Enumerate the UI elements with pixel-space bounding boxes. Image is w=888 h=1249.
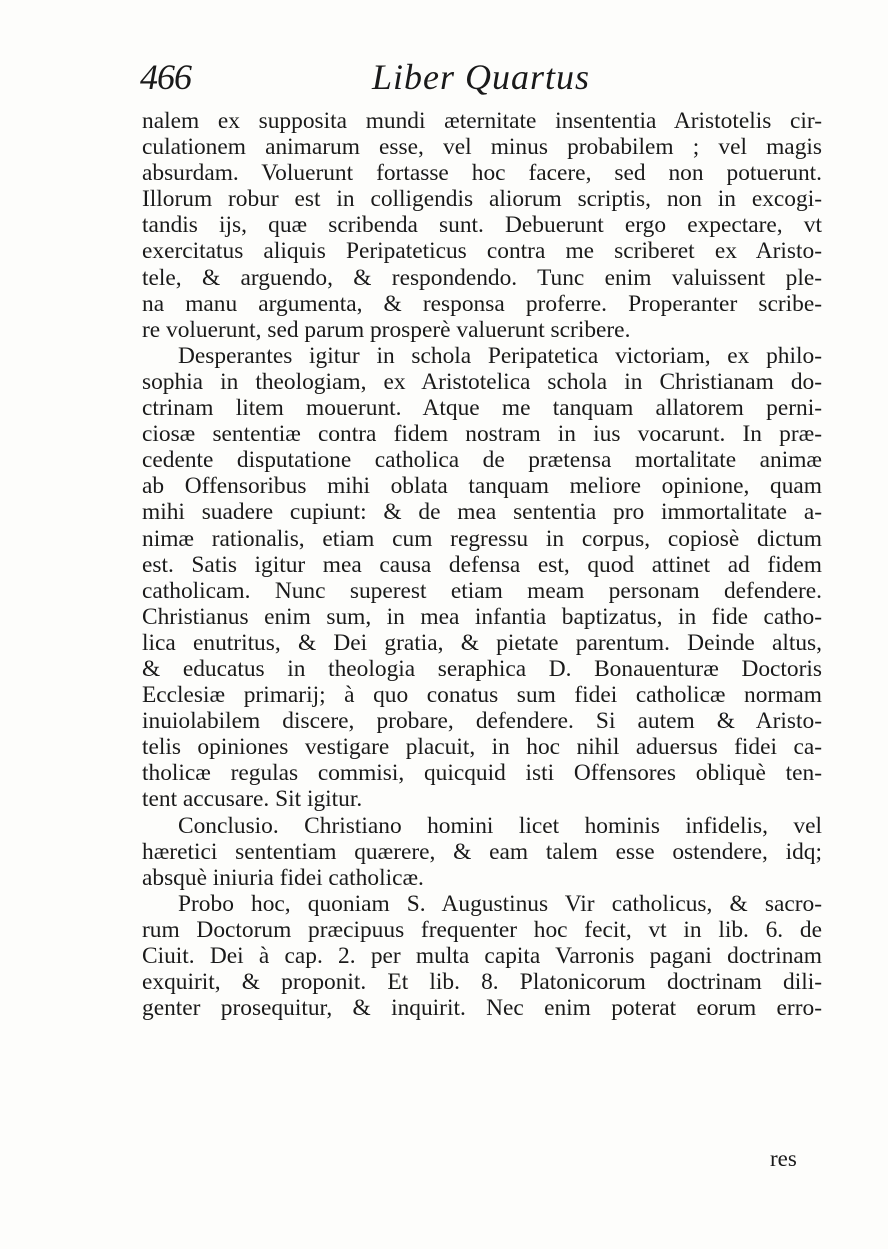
text-line: telis opiniones vestigare placuit, in hoc nihil aduersus fidei ca-: [142, 734, 822, 761]
text-line: hæretici sententiam quærere, & eam talem esse ostendere, idq;: [142, 838, 822, 865]
text-line: exercitatus aliquis Peripateticus contra me scriberet ex Aristo-: [142, 238, 822, 265]
page-header: [140, 52, 840, 102]
text-line: absquè iniuria fidei catholicæ.: [142, 864, 424, 891]
text-line: Illorum robur est in colligendis aliorum scriptis, non in excogi-: [142, 186, 822, 213]
text-line: catholicam. Nunc superest etiam meam personam defendere.: [142, 577, 822, 604]
text-line: nalem ex supposita mundi æternitate insententia Aristotelis cir-: [142, 108, 822, 134]
paragraph-probo: [142, 891, 822, 1021]
text-line: lica enutritus, & Dei gratia, & pietate parentum. Deinde altus,: [142, 629, 822, 656]
text-line: ab Offensoribus mihi oblata tanquam meliore opinione, quam: [142, 473, 822, 500]
text-line: inuiolabilem discere, probare, defendere. Si autem & Aristo-: [142, 708, 822, 735]
text-line: genter prosequitur, & inquirit. Nec enim poterat eorum erro-: [142, 995, 822, 1022]
running-head: Liber Quartus: [372, 57, 591, 97]
text-line: exquirit, & proponit. Et lib. 8. Platonicorum doctrinam dili-: [142, 969, 822, 996]
text-line: rum Doctorum præcipuus frequenter hoc fecit, vt in lib. 6. de: [142, 916, 822, 943]
text-line: tent accusare. Sit igitur.: [142, 786, 363, 813]
text-line: ctrinam litem mouerunt. Atque me tanquam allatorem perni-: [142, 395, 822, 422]
text-line: Ciuit. Dei à cap. 2. per multa capita Varronis pagani doctrinam: [142, 943, 822, 969]
text-line: re voluerunt, sed parum prosperè valuerunt scribere.: [142, 316, 631, 343]
text-line: tandis ijs, quæ scribenda sunt. Debuerunt ergo expectare, vt: [142, 212, 822, 239]
text-line: absurdam. Voluerunt fortasse hoc facere, sed non potuerunt.: [142, 160, 822, 187]
text-line: na manu argumenta, & responsa proferre. Properanter scribe-: [142, 290, 822, 317]
text-line: Desperantes igitur in schola Peripatetica victoriam, ex philo-: [178, 342, 822, 369]
text-line: Conclusio. Christiano homini licet hominis infidelis, vel: [178, 812, 822, 839]
text-line: tholicæ regulas commisi, quicquid isti Offensores obliquè ten-: [142, 760, 822, 787]
catchword: res: [770, 1146, 797, 1171]
paragraph-1: [142, 108, 822, 343]
text-line: sophia in theologiam, ex Aristotelica schola in Christianam do-: [142, 368, 822, 395]
text-line: tele, & arguendo, & respondendo. Tunc enim valuissent ple-: [142, 264, 822, 291]
body-text: [142, 108, 822, 1021]
text-line: ciosæ sententiæ contra fidem nostram in ius vocarunt. In præ-: [142, 421, 822, 448]
paragraph-2: [142, 343, 822, 813]
text-line: mihi suadere cupiunt: & de mea sententia pro immortalitate a-: [142, 499, 822, 526]
text-line: Ecclesiæ primarij; à quo conatus sum fidei catholicæ normam: [142, 682, 822, 709]
text-line: cedente disputatione catholica de prætensa mortalitate animæ: [142, 447, 822, 474]
text-line: & educatus in theologia seraphica D. Bonauenturæ Doctoris: [142, 655, 822, 682]
paragraph-conclusio: [142, 813, 822, 891]
text-line: culationem animarum esse, vel minus probabilem ; vel magis: [142, 134, 822, 161]
text-line: Christianus enim sum, in mea infantia baptizatus, in fide catho-: [142, 603, 822, 630]
text-line: Probo hoc, quoniam S. Augustinus Vir catholicus, & sacro-: [178, 890, 822, 917]
text-line: nimæ rationalis, etiam cum regressu in corpus, copiosè dictum: [142, 525, 822, 552]
text-line: est. Satis igitur mea causa defensa est, quod attinet ad fidem: [142, 551, 822, 578]
page-number: 466: [140, 57, 191, 97]
